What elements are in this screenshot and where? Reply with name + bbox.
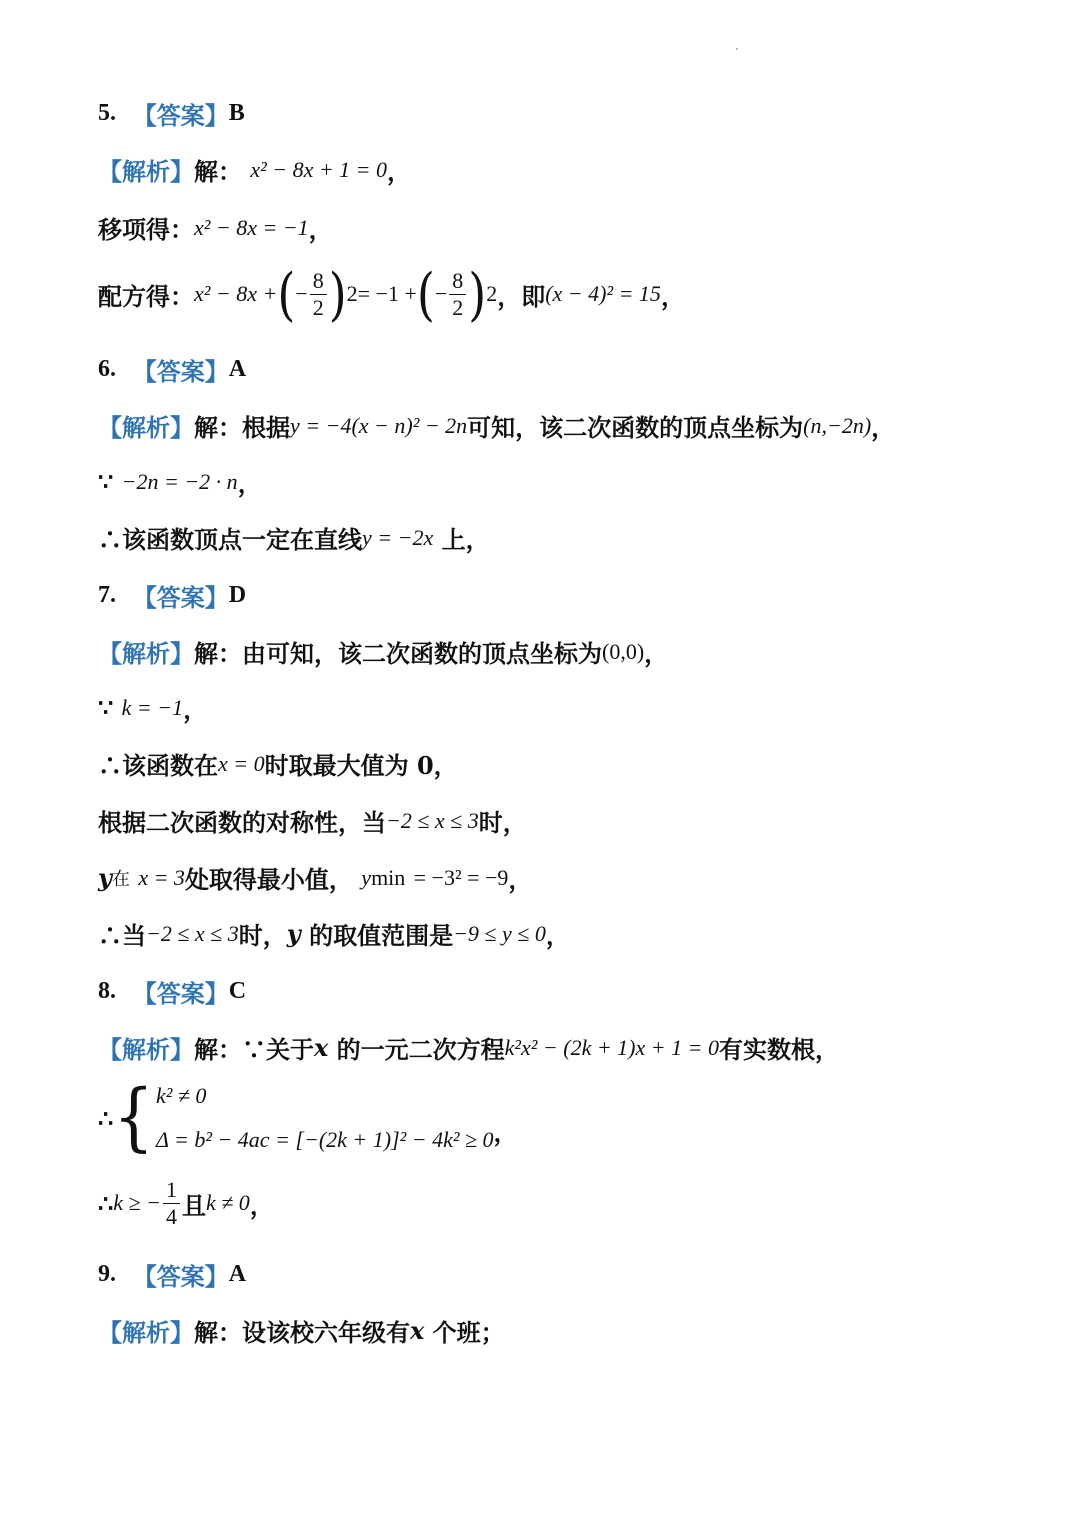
q6-header [98, 352, 1040, 387]
q5-analysis-tag: 【解析】 [98, 157, 194, 186]
q7-l6-text: ∴当 [98, 921, 146, 950]
q6-l1-math2: (n,−2n) [803, 412, 872, 438]
frac-num: 8 [310, 270, 327, 295]
q5-l2-punct: ， [308, 215, 333, 244]
q7-l5-y: y [98, 863, 112, 892]
q9-l1-text: 解：设该校六年级有 [194, 1318, 410, 1347]
q7-line6 [98, 916, 1040, 951]
q6-l2-punct: ， [237, 469, 262, 498]
q5-l3-text2: ，即 [497, 281, 546, 311]
q7-l4-math: −2 ≤ x ≤ 3 [386, 807, 479, 833]
q7-line3 [98, 746, 1040, 781]
q5-fraction-2 [449, 267, 466, 320]
q7-l6-mid: 时， [238, 921, 287, 950]
q7-l4-post: 时， [478, 808, 527, 837]
q7-l1-text: 解：由可知，该二次函数的顶点坐标为 [194, 639, 602, 668]
q7-l3-math: x = 0 [218, 750, 265, 776]
q7-answer-tag: 【答案】 [132, 583, 229, 612]
frac-den: 4 [165, 1203, 177, 1229]
speck [736, 48, 738, 50]
q8-number: 8. [98, 978, 116, 1004]
q9-l1-post: 个班； [432, 1318, 505, 1347]
q7-l2-punct: ， [183, 695, 208, 724]
q5-line3 [98, 262, 1040, 326]
frac-den: 2 [312, 294, 324, 320]
q8-l3-mid: 且 [181, 1190, 206, 1220]
because-symbol: ∵ [98, 467, 114, 496]
q9-l1-x: x [410, 1316, 425, 1345]
q7-l6-y: y [286, 919, 301, 948]
minus-sign: − [295, 281, 308, 306]
paren-close: ) [328, 260, 347, 328]
q6-answer-tag: 【答案】 [132, 357, 229, 386]
system-row-1: k² ≠ 0 [156, 1083, 207, 1108]
q7-number: 7. [98, 582, 116, 608]
exponent: 2 [486, 281, 498, 306]
paren-open: ( [416, 260, 435, 328]
q6-l3-text: ∴该函数顶点一定在直线 [98, 525, 362, 554]
q7-l6-mid2: 的取值范围是 [309, 921, 454, 950]
q6-analysis-tag: 【解析】 [98, 413, 194, 442]
q8-answer-tag: 【答案】 [132, 979, 229, 1008]
q7-l3-post: 时取最大值为 0， [264, 751, 458, 780]
q7-l5-math3: = −3² = −9 [413, 864, 509, 890]
q9-answer-tag: 【答案】 [132, 1262, 229, 1291]
q8-header [98, 974, 1040, 1009]
q8-l1-x: x [314, 1033, 329, 1062]
q5-fraction-1 [310, 267, 327, 320]
q6-line2 [98, 464, 1040, 499]
q8-system-punct: ， [493, 1117, 518, 1147]
q6-l3-post: 上， [441, 525, 490, 554]
therefore-symbol: ∴ [98, 1188, 114, 1218]
q5-l3-math2: (x − 4)² = 15 [545, 281, 661, 306]
q5-l1-math: x² − 8x + 1 = 0 [250, 156, 388, 182]
q8-analysis-tag: 【解析】 [98, 1035, 194, 1064]
q7-l6-punct: ， [545, 921, 570, 950]
q5-line1 [98, 152, 1040, 187]
q6-line3 [98, 520, 1040, 555]
q8-l3-math2: k ≠ 0 [205, 1190, 250, 1215]
q5-line2 [98, 210, 1040, 245]
q6-number: 6. [98, 356, 116, 382]
q7-l3-text: ∴该函数在 [98, 751, 218, 780]
q7-l5-ymin: y [361, 864, 372, 890]
q6-l3-math: y = −2x [362, 524, 434, 550]
q8-l3-math: k ≥ − [113, 1190, 161, 1215]
q5-answer-tag: 【答案】 [132, 101, 229, 130]
paren-close: ) [468, 260, 487, 328]
q5-l3-punct: ， [660, 281, 685, 311]
q7-l5-sub: min [371, 864, 406, 890]
q7-l4-text: 根据二次函数的对称性，当 [98, 808, 386, 837]
q5-l3-text: 配方得： [98, 281, 194, 311]
q8-l3-punct: ， [249, 1190, 274, 1220]
q6-l1-math: y = −4(x − n)² − 2n [290, 412, 468, 438]
q6-l1-mid: 可知，该二次函数的顶点坐标为 [467, 413, 804, 442]
system-row-2: Δ = b² − 4ac = [−(2k + 1)]² − 4k² ≥ 0 [156, 1127, 494, 1152]
q7-l1-punct: ， [644, 639, 669, 668]
q9-analysis-tag: 【解析】 [98, 1318, 194, 1347]
q5-header [98, 96, 1040, 131]
q5-number: 5. [98, 100, 116, 126]
therefore-symbol: ∴ [98, 1103, 114, 1133]
minus-sign: − [434, 281, 448, 306]
q8-l1-text: 解：∵关于 [194, 1035, 314, 1064]
q8-fraction [163, 1176, 180, 1229]
q6-option: A [228, 356, 247, 382]
q5-l3-lhs: x² − 8x + [194, 281, 278, 306]
system-rows [156, 1083, 494, 1153]
frac-num: 1 [163, 1179, 180, 1204]
q8-l1-mid: 的一元二次方程 [336, 1035, 505, 1064]
q7-l6-math: −2 ≤ x ≤ 3 [146, 920, 239, 946]
q9-option: A [228, 1261, 247, 1287]
q9-number: 9. [98, 1261, 116, 1287]
q5-l2-math: x² − 8x = −1 [194, 214, 309, 240]
q8-line3 [98, 1176, 1040, 1230]
because-symbol: ∵ [98, 693, 114, 722]
q5-l2-text: 移项得： [98, 215, 194, 244]
q7-line1 [98, 634, 1040, 669]
q9-line1 [98, 1313, 1040, 1348]
q7-l1-math: (0,0) [602, 638, 645, 664]
q9-header [98, 1257, 1040, 1292]
q8-l1-math: k²x² − (2k + 1)x + 1 = 0 [504, 1034, 719, 1060]
q5-option: B [228, 100, 245, 126]
q7-line2 [98, 690, 1040, 725]
paren-open: ( [277, 260, 296, 328]
q7-l5-punct: ， [508, 865, 533, 894]
q5-l1-text: 解： [194, 157, 242, 186]
q8-option: C [228, 978, 247, 1004]
frac-den: 2 [452, 294, 464, 320]
q7-l2-math: k = −1 [121, 694, 184, 720]
q7-l5-text: 处取得最小值， [184, 865, 353, 894]
q7-line4 [98, 803, 1040, 838]
q5-l1-punct: ， [387, 157, 412, 186]
q5-l3-mid: = −1 + [357, 281, 417, 306]
exponent: 2 [346, 281, 358, 306]
q7-l5-zai: 在 [111, 868, 130, 889]
q6-line1 [98, 408, 1040, 443]
q7-header [98, 578, 1040, 613]
q6-l1-text: 解：根据 [194, 413, 290, 442]
q7-l5-math: x = 3 [138, 864, 185, 890]
q7-analysis-tag: 【解析】 [98, 639, 194, 668]
q8-line1 [98, 1030, 1040, 1065]
frac-num: 8 [449, 270, 466, 295]
q6-l2-math: −2n = −2 · n [121, 468, 238, 494]
left-brace: { [113, 1075, 154, 1161]
q7-l6-math2: −9 ≤ y ≤ 0 [453, 920, 546, 946]
system-of-inequalities [113, 1075, 494, 1161]
q6-l1-punct: ， [871, 413, 896, 442]
q7-option: D [228, 582, 247, 608]
q8-system [98, 1075, 1040, 1161]
q8-l1-post: 有实数根， [718, 1035, 839, 1064]
q7-line5 [98, 860, 1040, 895]
